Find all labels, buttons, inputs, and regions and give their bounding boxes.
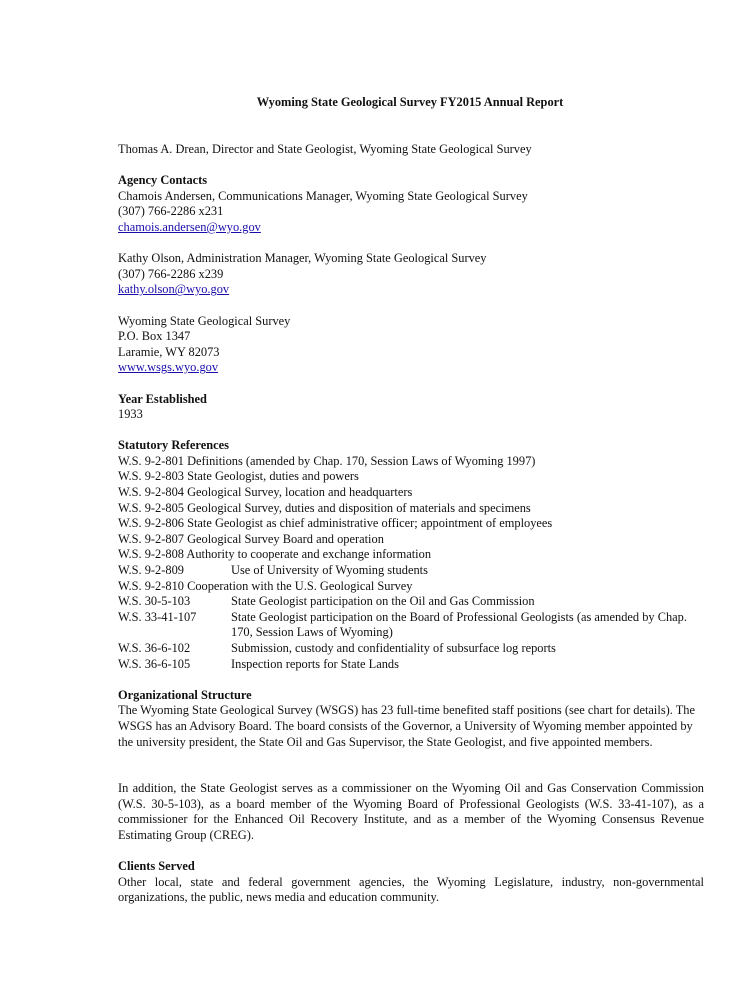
address-org: Wyoming State Geological Survey	[118, 313, 291, 328]
statute-ref-row	[118, 657, 704, 673]
statute-ref: W.S. 9-2-807 Geological Survey Board and operation	[118, 531, 384, 546]
statute-text: Inspection reports for State Lands	[231, 656, 399, 671]
statute-ref: W.S. 9-2-810 Cooperation with the U.S. Geological Survey	[118, 578, 413, 593]
year-established-heading: Year Established	[118, 391, 207, 406]
statute-ref: W.S. 9-2-808 Authority to cooperate and exchange information	[118, 547, 432, 562]
statute-ref: W.S. 9-2-805 Geological Survey, duties and disposition of materials and specimens	[118, 500, 531, 515]
address-box: P.O. Box 1347	[118, 329, 191, 344]
organizational-structure-paragraph-1: The Wyoming State Geological Survey (WSGS) has 23 full-time benefited staff positions (see chart for details). The WSGS has an Advisory Board. The board consists of the Governor, a University of Wyoming member appointed by the university president, the State Oil and Gas Supervisor, the State Geologist, and five appointed members.	[118, 703, 695, 749]
website-link[interactable]: www.wsgs.wyo.gov	[118, 360, 219, 375]
statute-ref: W.S. 9-2-806 State Geologist as chief administrative officer; appointment of employees	[118, 516, 553, 531]
statute-code: W.S. 9-2-809	[118, 563, 184, 578]
statute-text: State Geologist participation on the Board of Professional Geologists (as amended by Chap. 170, Session Laws of Wyoming)	[231, 609, 687, 640]
statute-ref: W.S. 9-2-804 Geological Survey, location and headquarters	[118, 485, 413, 500]
statute-ref-row	[118, 610, 704, 641]
director-line: Thomas A. Drean, Director and State Geologist, Wyoming State Geological Survey	[118, 142, 532, 156]
contact-1-phone: (307) 766-2286 x231	[118, 204, 224, 219]
statute-ref: W.S. 9-2-801 Definitions (amended by Chap. 170, Session Laws of Wyoming 1997)	[118, 453, 536, 468]
organizational-structure-paragraph-2: In addition, the State Geologist serves as a commissioner on the Wyoming Oil and Gas Conservation Commission (W.S. 30-5-103), as a board member of the Wyoming Board of Professional Geologists (W.S. 33-41-107), as a commissioner for the Enhanced Oil Recovery Institute, and as a member of the Wyoming Consensus Revenue Estimating Group (CREG).	[118, 781, 704, 842]
contact-1-email-link[interactable]: chamois.andersen@wyo.gov	[118, 219, 261, 234]
report-body	[118, 142, 704, 906]
statute-ref-row	[118, 594, 704, 610]
contact-2-phone: (307) 766-2286 x239	[118, 266, 224, 281]
statute-ref-row	[118, 641, 704, 657]
year-established-value: 1933	[118, 407, 143, 422]
statute-text: Submission, custody and confidentiality of subsurface log reports	[231, 641, 556, 655]
statute-code: W.S. 30-5-103	[118, 594, 191, 609]
report-title: Wyoming State Geological Survey FY2015 Annual Report	[256, 95, 564, 109]
clients-served-heading: Clients Served	[118, 859, 195, 874]
organizational-structure-heading: Organizational Structure	[118, 687, 252, 702]
statutory-references-heading: Statutory References	[118, 438, 229, 453]
clients-served-text: Other local, state and federal government agencies, the Wyoming Legislature, industry, non-governmental organizations, the public, news media and education community.	[118, 874, 704, 905]
statute-code: W.S. 36-6-102	[118, 641, 191, 655]
contact-1-name: Chamois Andersen, Communications Manager, Wyoming State Geological Survey	[118, 188, 528, 203]
statute-text: State Geologist participation on the Oil and Gas Commission	[231, 594, 535, 609]
statute-code: W.S. 36-6-105	[118, 656, 191, 671]
statute-text: Use of University of Wyoming students	[231, 563, 428, 578]
statute-ref: W.S. 9-2-803 State Geologist, duties and powers	[118, 469, 359, 484]
contact-2-email-link[interactable]: kathy.olson@wyo.gov	[118, 282, 230, 297]
contact-2-name: Kathy Olson, Administration Manager, Wyoming State Geological Survey	[118, 251, 487, 266]
statute-code: W.S. 33-41-107	[118, 609, 197, 624]
statute-ref-row	[118, 563, 704, 579]
agency-contacts-heading: Agency Contacts	[118, 173, 208, 188]
address-city: Laramie, WY 82073	[118, 344, 220, 359]
